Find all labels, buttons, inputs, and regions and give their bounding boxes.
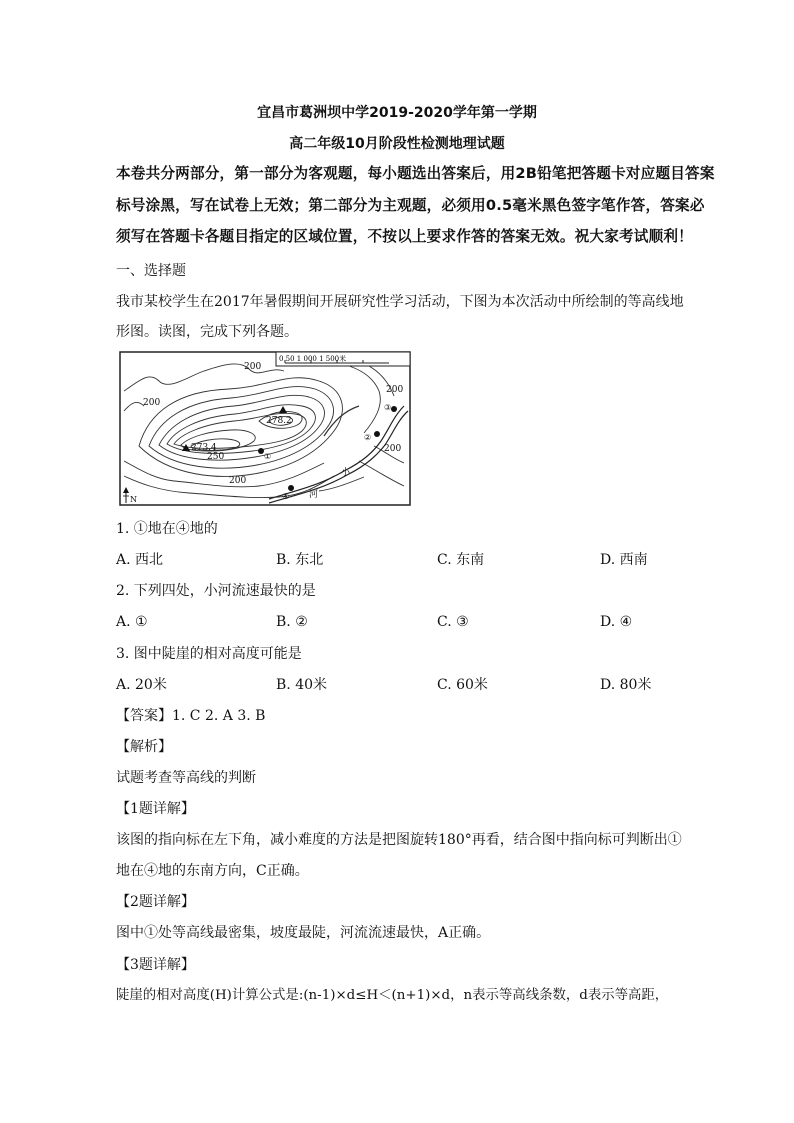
q1-option-d: D. 西南 [600, 552, 648, 568]
q2-option-c: C. ③ [437, 614, 469, 630]
marker-4: ④ [282, 492, 290, 501]
answer-line: 【答案】1. C 2. A 3. B [116, 708, 266, 724]
q2-option-d: D. ④ [600, 614, 633, 630]
q3-option-b: B. 40米 [276, 677, 328, 693]
marker-2: ② [364, 433, 372, 442]
q2-option-a: A. ① [116, 614, 148, 630]
question-3-stem: 3. 图中陡崖的相对高度可能是 [116, 646, 302, 662]
intro-line-2: 标号涂黑，写在试卷上无效；第二部分为主观题，必须用0.5毫米黑色签字笔作答，答案必 [116, 197, 705, 214]
q3-option-d: D. 80米 [600, 677, 652, 693]
detail-2-heading: 【2题详解】 [116, 894, 195, 910]
exam-subtitle: 高二年级10月阶段性检测地理试题 [289, 136, 505, 152]
q2-option-b: B. ② [276, 614, 308, 630]
label-river-1: 小 [341, 468, 351, 478]
label-200-bottom: 200 [229, 476, 247, 486]
label-200-left: 200 [143, 398, 161, 408]
label-200-top: 200 [244, 362, 262, 372]
q3-option-c: C. 60米 [437, 677, 488, 693]
label-200-topright: 200 [386, 385, 404, 395]
detail-3-heading: 【3题详解】 [116, 957, 195, 973]
question-stem-line-2: 形图。读图，完成下列各题。 [116, 324, 298, 340]
q1-option-c: C. 东南 [437, 552, 485, 568]
detail-2-text: 图中①处等高线最密集，坡度最陡，河流流速最快，A正确。 [116, 925, 491, 941]
north-label: N [130, 495, 137, 504]
section-heading: 一、选择题 [116, 263, 186, 279]
question-stem-line-1: 我市某校学生在2017年暑假期间开展研究性学习活动，下图为本次活动中所绘制的等高线地 [116, 294, 684, 310]
scale-label: 0 50 1 000 1 500米 [279, 355, 347, 363]
q1-option-b: B. 东北 [276, 552, 324, 568]
marker-1: ① [264, 452, 272, 461]
question-1-stem: 1. ①地在④地的 [116, 521, 218, 537]
detail-1-line-2: 地在④地的东南方向，C正确。 [116, 863, 309, 879]
label-200-right: 200 [384, 444, 402, 454]
label-river-2: 河 [309, 490, 319, 500]
analysis-heading: 【解析】 [116, 739, 172, 755]
exam-title: 宜昌市葛洲坝中学2019-2020学年第一学期 [257, 105, 537, 121]
label-250: 250 [207, 452, 225, 462]
detail-1-line-1: 该图的指向标在左下角，减小难度的方法是把图旋转180°再看，结合图中指向标可判断出① [116, 832, 682, 848]
intro-line-1: 本卷共分两部分，第一部分为客观题，每小题选出答案后，用2B铅笔把答题卡对应题目答案 [116, 165, 715, 182]
detail-1-heading: 【1题详解】 [116, 801, 195, 817]
label-peak-278: 278.2 [266, 416, 292, 426]
detail-3-text: 陡崖的相对高度(H)计算公式是:(n-1)×d≤H＜(n+1)×d，n表示等高线条数，d表示等高距， [116, 988, 669, 1003]
intro-line-3: 须写在答题卡各题目指定的区域位置，不按以上要求作答的答案无效。祝大家考试顺利！ [116, 228, 693, 245]
analysis-text: 试题考查等高线的判断 [116, 770, 256, 786]
marker-3: ③ [384, 403, 392, 412]
label-peak-273: 273.4 [191, 443, 217, 453]
q1-option-a: A. 西北 [116, 552, 164, 568]
contour-map [119, 351, 411, 506]
q3-option-a: A. 20米 [116, 677, 167, 693]
question-2-stem: 2. 下列四处，小河流速最快的是 [116, 583, 316, 599]
